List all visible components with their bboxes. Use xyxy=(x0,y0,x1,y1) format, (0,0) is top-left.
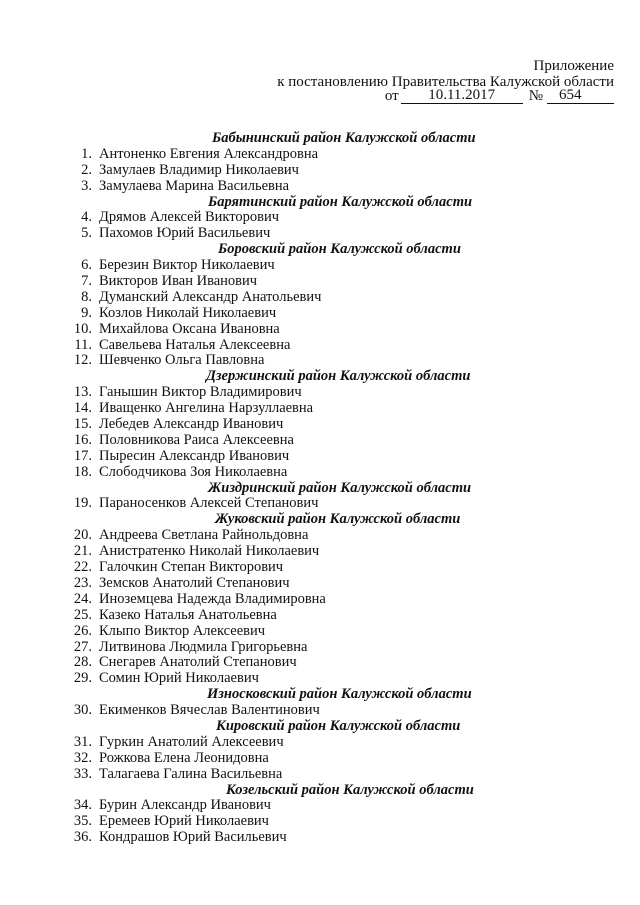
item-number: 9. xyxy=(81,304,92,321)
item-number: 34. xyxy=(73,797,92,814)
item-number: 23. xyxy=(73,574,92,591)
resolution-reference: к постановлению Правительства Калужской области xyxy=(277,74,614,90)
person-name: Екименков Вячеслав Валентинович xyxy=(99,702,320,719)
appendix-title: Приложение xyxy=(533,58,614,74)
person-name: Бурин Александр Иванович xyxy=(99,797,271,814)
item-number: 24. xyxy=(73,590,92,607)
item-number: 4. xyxy=(81,209,92,226)
person-name: Кондрашов Юрий Васильевич xyxy=(99,829,287,846)
district-heading xyxy=(0,195,640,211)
list-item xyxy=(0,401,640,417)
list-item xyxy=(0,608,640,624)
list-item xyxy=(0,290,640,306)
item-number: 10. xyxy=(73,320,92,337)
person-name: Шевченко Ольга Павловна xyxy=(99,352,265,369)
person-name: Лебедев Александр Иванович xyxy=(99,416,284,433)
person-name: Иващенко Ангелина Нарзуллаевна xyxy=(99,400,314,417)
list-item xyxy=(0,465,640,481)
list-item xyxy=(0,735,640,751)
item-number: 35. xyxy=(73,813,92,830)
list-item xyxy=(0,703,640,719)
person-name: Дрямов Алексей Викторович xyxy=(99,209,280,226)
item-number: 17. xyxy=(73,447,92,464)
item-number: 22. xyxy=(73,559,92,576)
person-name: Анистратенко Николай Николаевич xyxy=(99,543,320,560)
person-name: Слободчикова Зоя Николаевна xyxy=(99,463,288,480)
list-item xyxy=(0,417,640,433)
list-item xyxy=(0,210,640,226)
person-name: Снегарев Анатолий Степанович xyxy=(99,654,297,671)
item-number: 28. xyxy=(73,654,92,671)
item-number: 2. xyxy=(81,161,92,178)
person-name: Ганышин Виктор Владимирович xyxy=(99,384,302,401)
date-number-line xyxy=(385,88,614,104)
resolution-number: 654 xyxy=(547,88,614,104)
item-number: 26. xyxy=(73,622,92,639)
list-item xyxy=(0,592,640,608)
person-name: Земсков Анатолий Степанович xyxy=(99,574,290,591)
district-heading xyxy=(0,481,640,497)
list-item xyxy=(0,814,640,830)
person-name: Березин Виктор Николаевич xyxy=(99,257,275,274)
person-name: Талагаева Галина Васильевна xyxy=(99,765,283,782)
item-number: 13. xyxy=(73,384,92,401)
item-number: 5. xyxy=(81,225,92,242)
district-name: Барятинский район Калужской области xyxy=(208,193,473,210)
item-number: 14. xyxy=(73,400,92,417)
district-heading xyxy=(0,131,640,147)
item-number: 20. xyxy=(73,527,92,544)
person-name: Рожкова Елена Леонидовна xyxy=(99,749,269,766)
item-number: 1. xyxy=(81,145,92,162)
district-name: Износковский район Калужской области xyxy=(207,686,472,703)
person-name: Савельева Наталья Алексеевна xyxy=(99,336,291,353)
person-name: Козлов Николай Николаевич xyxy=(99,304,277,321)
person-name: Клыпо Виктор Алексеевич xyxy=(99,622,266,639)
list-item xyxy=(0,640,640,656)
item-number: 15. xyxy=(73,416,92,433)
person-name: Михайлова Оксана Ивановна xyxy=(99,320,280,337)
district-name: Бабынинский район Калужской области xyxy=(212,130,476,146)
district-heading xyxy=(0,242,640,258)
item-number: 3. xyxy=(81,177,92,194)
list-item xyxy=(0,560,640,576)
list-item xyxy=(0,671,640,687)
district-heading xyxy=(0,512,640,528)
list-item xyxy=(0,353,640,369)
district-heading xyxy=(0,369,640,385)
list-item xyxy=(0,385,640,401)
person-name: Замулаева Марина Васильевна xyxy=(99,177,290,194)
from-label: от xyxy=(384,88,399,104)
list-item xyxy=(0,767,640,783)
item-number: 12. xyxy=(73,352,92,369)
list-item xyxy=(0,751,640,767)
person-name: Половникова Раиса Алексеевна xyxy=(99,431,294,448)
person-name: Пыресин Александр Иванович xyxy=(99,447,290,464)
list-item xyxy=(0,449,640,465)
person-name: Андреева Светлана Райнольдовна xyxy=(99,527,309,544)
list-item xyxy=(0,258,640,274)
person-name: Иноземцева Надежда Владимировна xyxy=(99,590,326,607)
list-item xyxy=(0,576,640,592)
person-name: Пахомов Юрий Васильевич xyxy=(99,225,271,242)
list-item xyxy=(0,528,640,544)
person-name: Думанский Александр Анатольевич xyxy=(99,288,322,305)
item-number: 30. xyxy=(73,702,92,719)
list-item xyxy=(0,163,640,179)
person-name: Викторов Иван Иванович xyxy=(99,273,258,290)
item-number: 19. xyxy=(73,495,92,512)
list-item xyxy=(0,274,640,290)
district-name: Козельский район Калужской области xyxy=(226,781,474,798)
person-name: Казеко Наталья Анатольевна xyxy=(99,606,277,623)
item-number: 21. xyxy=(73,543,92,560)
item-number: 36. xyxy=(73,829,92,846)
item-number: 7. xyxy=(81,273,92,290)
item-number: 16. xyxy=(73,431,92,448)
item-number: 31. xyxy=(73,733,92,750)
list-item xyxy=(0,798,640,814)
item-number: 11. xyxy=(74,336,92,353)
list-item xyxy=(0,179,640,195)
item-number: 8. xyxy=(81,288,92,305)
district-heading xyxy=(0,687,640,703)
item-number: 25. xyxy=(73,606,92,623)
list-item xyxy=(0,147,640,163)
district-heading xyxy=(0,783,640,799)
list-item xyxy=(0,306,640,322)
person-name: Сомин Юрий Николаевич xyxy=(99,670,259,687)
list-item xyxy=(0,338,640,354)
district-name: Кировский район Калужской области xyxy=(216,717,461,734)
district-name: Жиздринский район Калужской области xyxy=(208,479,472,496)
person-name: Антоненко Евгения Александровна xyxy=(99,145,319,162)
item-number: 33. xyxy=(73,765,92,782)
person-name: Литвинова Людмила Григорьевна xyxy=(99,638,308,655)
item-number: 27. xyxy=(73,638,92,655)
district-heading xyxy=(0,719,640,735)
list-item xyxy=(0,830,640,846)
item-number: 6. xyxy=(81,257,92,274)
district-list xyxy=(0,131,640,846)
person-name: Гуркин Анатолий Алексеевич xyxy=(99,733,284,750)
person-name: Галочкин Степан Викторович xyxy=(99,559,284,576)
person-name: Замулаев Владимир Николаевич xyxy=(99,161,299,178)
person-name: Параносенков Алексей Степанович xyxy=(99,495,319,512)
list-item xyxy=(0,322,640,338)
item-number: 32. xyxy=(73,749,92,766)
list-item xyxy=(0,226,640,242)
item-number: 18. xyxy=(73,463,92,480)
list-item xyxy=(0,655,640,671)
person-name: Еремеев Юрий Николаевич xyxy=(99,813,269,830)
district-name: Боровский район Калужской области xyxy=(218,241,461,258)
district-name: Жуковский район Калужской области xyxy=(215,511,461,528)
list-item xyxy=(0,496,640,512)
district-name: Дзержинский район Калужской области xyxy=(206,368,471,385)
list-item xyxy=(0,624,640,640)
resolution-date: 10.11.2017 xyxy=(401,88,523,104)
item-number: 29. xyxy=(73,670,92,687)
list-item xyxy=(0,544,640,560)
list-item xyxy=(0,433,640,449)
number-sign: № xyxy=(528,88,543,104)
